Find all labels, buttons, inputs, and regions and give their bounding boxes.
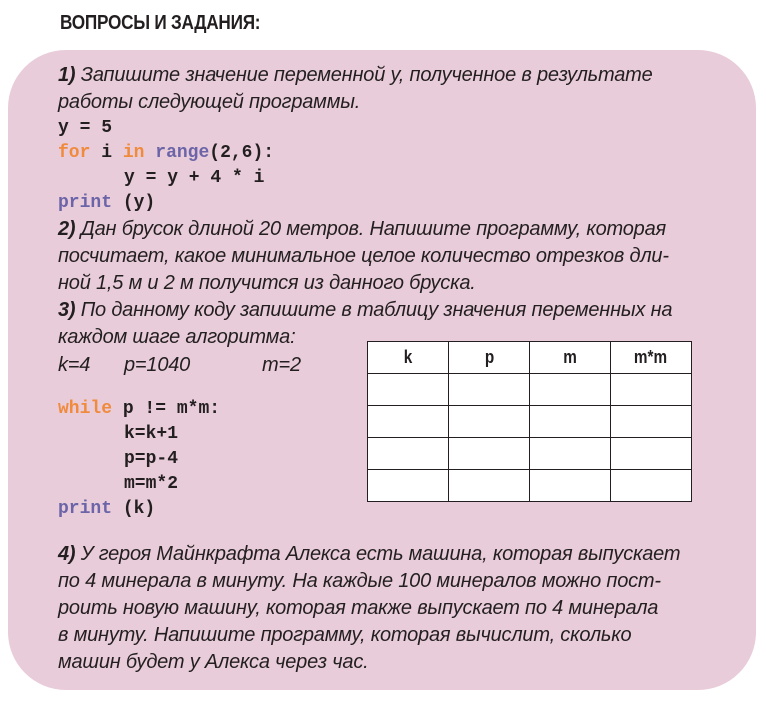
q3-code-body-2: p=p-4 — [124, 449, 179, 469]
q1-code-line-3: y = y + 4 * i — [124, 168, 265, 188]
table-cell — [530, 374, 611, 406]
table-cell — [611, 470, 692, 502]
table-header-p: p — [449, 342, 530, 374]
q4-text-line-5: машин будет у Алекса через час. — [58, 651, 369, 673]
table-row — [368, 470, 692, 502]
table-header-mm: m*m — [611, 342, 692, 374]
q3-init-m: m=2 — [262, 354, 301, 376]
table-cell — [368, 438, 449, 470]
table-cell — [449, 374, 530, 406]
table-header-m: m — [530, 342, 611, 374]
table-cell — [530, 406, 611, 438]
table-cell — [368, 374, 449, 406]
q3-code-while: while p != m*m: — [58, 399, 221, 419]
table-cell — [530, 438, 611, 470]
table-cell — [449, 406, 530, 438]
table-cell — [530, 470, 611, 502]
q2-text-line-1: 2) Дан брусок длиной 20 метров. Напишите программу, которая — [58, 218, 666, 240]
table-cell — [449, 438, 530, 470]
q3-code-body-1: k=k+1 — [124, 424, 179, 444]
q2-text-line-2: посчитает, какое минимальное целое количество отрезков дли- — [58, 245, 669, 267]
table-cell — [611, 406, 692, 438]
q3-text-line-2: каждом шаге алгоритма: — [58, 326, 296, 348]
q1-number: 1) — [58, 64, 76, 86]
variables-table — [367, 341, 692, 502]
table-cell — [368, 470, 449, 502]
q3-code-print: print (k) — [58, 499, 156, 519]
q4-text-line-1: 4) У героя Майнкрафта Алекса есть машина, которая выпускает — [58, 543, 681, 565]
q3-init-p: p=1040 — [124, 354, 191, 376]
q1-code-line-4: print (y) — [58, 193, 156, 213]
table-cell — [611, 374, 692, 406]
table-cell — [611, 438, 692, 470]
table-header-row — [368, 342, 692, 374]
section-heading: ВОПРОСЫ И ЗАДАНИЯ: — [60, 12, 261, 34]
q3-code-body-3: m=m*2 — [124, 474, 179, 494]
q1-code-line-1: y = 5 — [58, 118, 113, 138]
q3-number: 3) — [58, 299, 76, 321]
table-row — [368, 374, 692, 406]
q3-init-k: k=4 — [58, 354, 91, 376]
table-header-k: k — [368, 342, 449, 374]
table-row — [368, 406, 692, 438]
q1-text-line-2: работы следующей программы. — [58, 91, 361, 113]
q3-text-line-1: 3) По данному коду запишите в таблицу значения переменных на — [58, 299, 673, 321]
table-cell — [368, 406, 449, 438]
q4-text-line-4: в минуту. Напишите программу, которая вычислит, сколько — [58, 624, 632, 646]
table-cell — [449, 470, 530, 502]
q1-code-line-2: for i in range(2,6): — [58, 143, 275, 163]
q2-number: 2) — [58, 218, 76, 240]
q1-text-line-1: 1) Запишите значение переменной y, полученное в результате — [58, 64, 653, 86]
q4-text-line-3: роить новую машину, которая также выпускает по 4 минерала — [58, 597, 659, 619]
q4-number: 4) — [58, 543, 76, 565]
q2-text-line-3: ной 1,5 м и 2 м получится из данного бруска. — [58, 272, 476, 294]
q4-text-line-2: по 4 минерала в минуту. На каждые 100 минералов можно пост- — [58, 570, 661, 592]
table-row — [368, 438, 692, 470]
